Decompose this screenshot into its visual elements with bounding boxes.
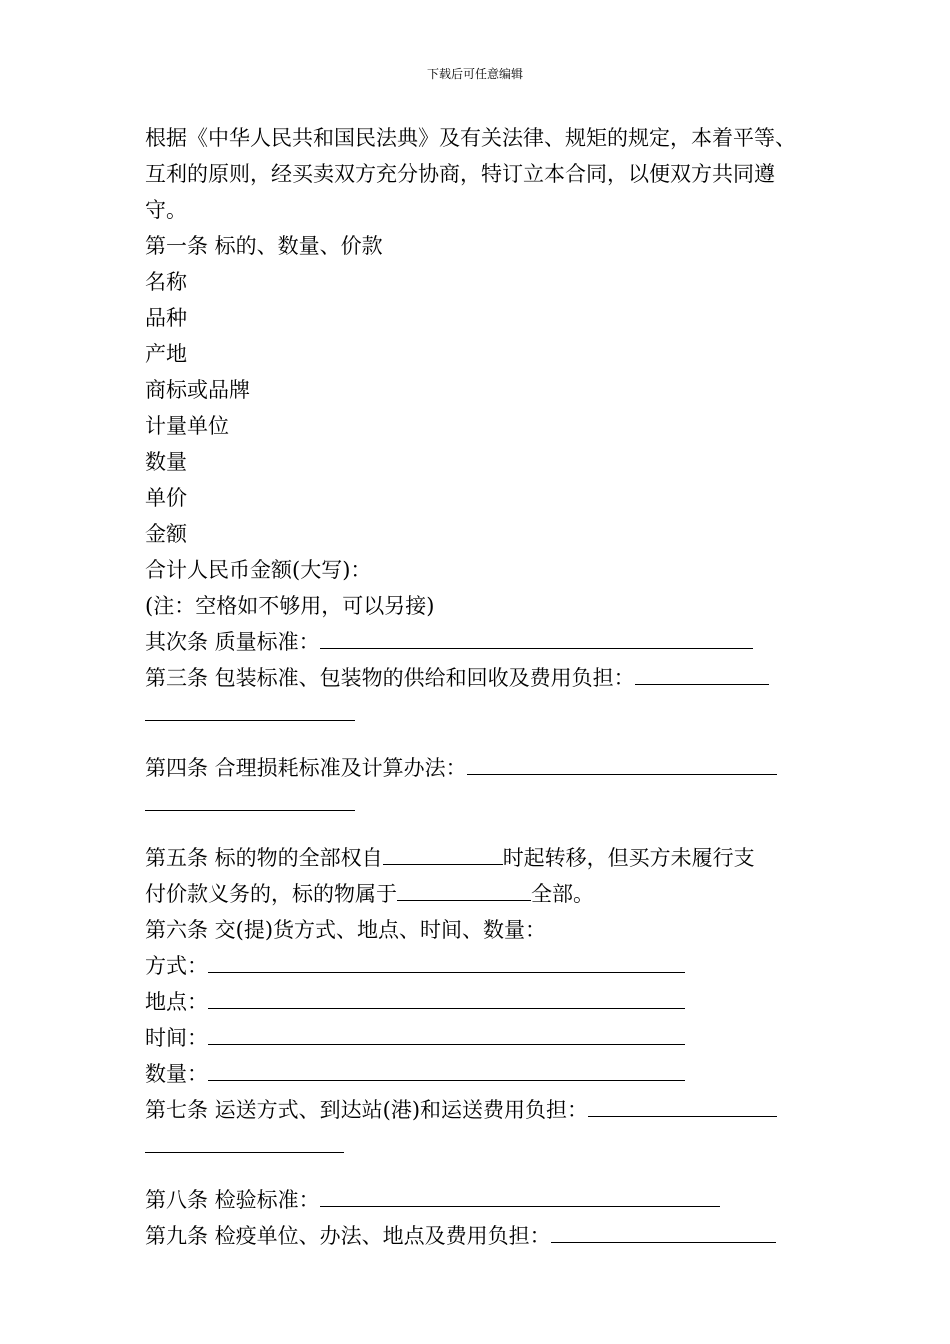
article-7-blank-cont[interactable] [145, 1130, 344, 1153]
delivery-place-label: 地点： [145, 990, 208, 1014]
delivery-place [145, 984, 810, 1020]
article-4-blank-cont[interactable] [145, 788, 355, 811]
article-5-line2 [145, 876, 810, 912]
article-5-text-b: 时起转移，但买方未履行支 [502, 846, 755, 870]
article-4-blank[interactable] [467, 752, 777, 775]
intro-paragraph: 根据《中华人民共和国民法典》及有关法律、规矩的规定，本着平等、互利的原则，经买卖双方充分协商，特订立本合同，以便双方共同遵守。 [145, 126, 796, 222]
article-5-text-c: 付价款义务的，标的物属于 [145, 882, 397, 906]
delivery-quantity-label: 数量： [145, 1062, 208, 1086]
article-3-blank[interactable] [635, 662, 769, 685]
article-7-cont [145, 1128, 810, 1164]
article-8-blank[interactable] [320, 1184, 720, 1207]
article-3-blank-cont[interactable] [145, 698, 355, 721]
item-unit-price: 单价 [145, 486, 187, 510]
delivery-quantity [145, 1056, 810, 1092]
delivery-quantity-blank[interactable] [208, 1058, 685, 1081]
article-2-blank[interactable] [320, 626, 753, 649]
article-9 [145, 1218, 810, 1254]
page-header: 下载后可任意编辑 [426, 67, 523, 81]
article-3 [145, 660, 810, 696]
delivery-method [145, 948, 810, 984]
article-7-label: 第七条 运送方式、到达站(港)和运送费用负担： [145, 1098, 589, 1122]
article-6-title: 第六条 交(提)货方式、地点、时间、数量： [145, 918, 547, 942]
delivery-method-blank[interactable] [208, 950, 685, 973]
delivery-time-blank[interactable] [208, 1022, 685, 1045]
article-3-cont [145, 696, 810, 732]
article-5-text-a: 第五条 标的物的全部权自 [145, 846, 383, 870]
total-amount-label: 合计人民币金额(大写)： [145, 558, 372, 582]
delivery-time-label: 时间： [145, 1026, 208, 1050]
article-2 [145, 624, 810, 660]
article-5-line1 [145, 840, 810, 876]
article-4-cont [145, 786, 810, 822]
article-3-label: 第三条 包装标准、包装物的供给和回收及费用负担： [145, 666, 635, 690]
item-brand: 商标或品牌 [145, 378, 250, 402]
article-7 [145, 1092, 810, 1128]
article-8-label: 第八条 检验标准： [145, 1188, 320, 1212]
delivery-method-label: 方式： [145, 954, 208, 978]
delivery-place-blank[interactable] [208, 986, 685, 1009]
item-origin: 产地 [145, 342, 187, 366]
item-variety: 品种 [145, 306, 187, 330]
article-4 [145, 750, 810, 786]
note: (注：空格如不够用，可以另接) [145, 594, 435, 618]
article-7-blank[interactable] [588, 1094, 777, 1117]
article-9-blank[interactable] [551, 1220, 776, 1243]
item-name: 名称 [145, 270, 187, 294]
article-9-label: 第九条 检疫单位、办法、地点及费用负担： [145, 1224, 551, 1248]
article-5-blank-2[interactable] [397, 878, 531, 901]
item-quantity: 数量 [145, 450, 187, 474]
item-unit: 计量单位 [145, 414, 229, 438]
item-amount: 金额 [145, 522, 187, 546]
article-5-blank-1[interactable] [383, 842, 503, 865]
article-2-label: 其次条 质量标准： [145, 630, 320, 654]
article-8 [145, 1182, 810, 1218]
contract-body [145, 120, 810, 1254]
article-5-text-d: 全部。 [531, 882, 594, 906]
delivery-time [145, 1020, 810, 1056]
article-4-label: 第四条 合理损耗标准及计算办法： [145, 756, 467, 780]
article-1-title: 第一条 标的、数量、价款 [145, 234, 383, 258]
